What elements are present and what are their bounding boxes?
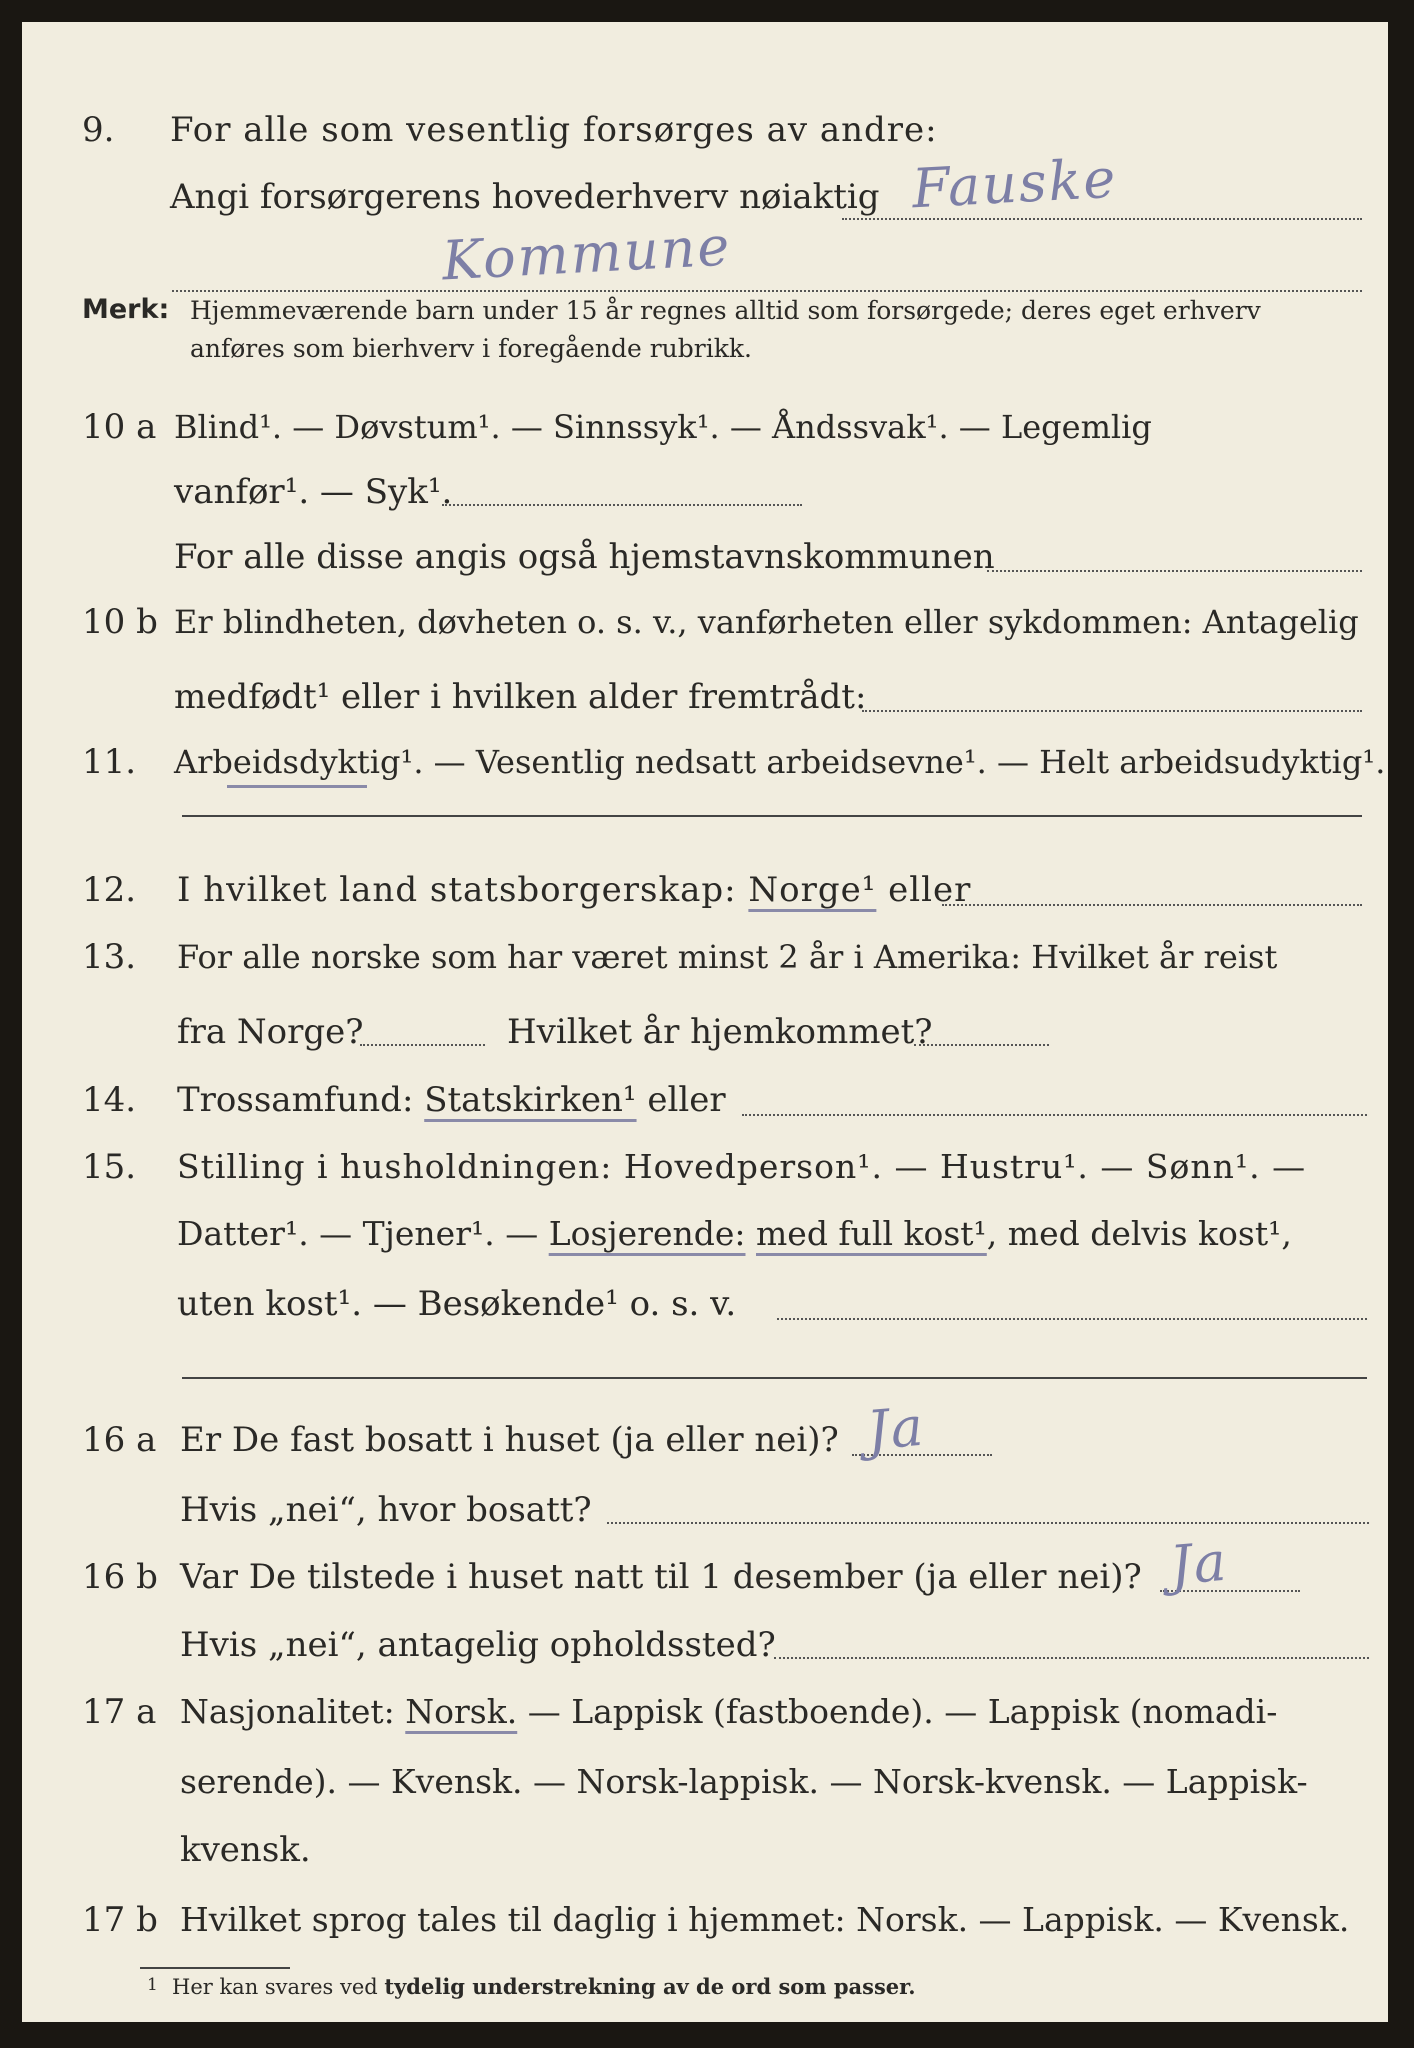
answer-line [442,504,802,506]
question-text: Stilling i husholdningen: Hovedperson¹. — Hustru¹. — Sønn¹. — [177,1147,1307,1186]
question-text: fra Norge? [177,1012,364,1052]
question-number: 10 a [82,407,157,447]
question-number: 15. [82,1147,137,1187]
question-text [180,1692,1277,1732]
question-text: For alle som vesentlig forsørges av andre: [170,110,938,150]
question-text: Er blindheten, døvheten o. s. v., vanførheten eller sykdommen: Antagelig [174,603,1359,641]
option-rest: — Vesentlig nedsatt arbeidsevne¹. — Helt arbeidsudyktig¹. [423,743,1386,781]
question-text [177,1080,726,1120]
answer-line [182,815,1362,817]
merk-text: Hjemmeværende barn under 15 år regnes alltid som forsørgede; deres eget erhverv [190,296,1261,325]
question-number: 17 b [82,1900,158,1940]
text-part: Nasjonalitet: [180,1692,406,1731]
handwritten-answer: Ja [1167,1529,1231,1598]
question-number: 13. [82,937,137,977]
question-text: Blind¹. — Døvstum¹. — Sinnssyk¹. — Åndssvak¹. — Legemlig [174,408,1152,446]
handwritten-answer: Kommune [440,214,733,293]
answer-line [777,1318,1367,1320]
question-text: Hvis „nei“, hvor bosatt? [180,1490,592,1530]
question-text: Hvilket sprog tales til daglig i hjemmet: Norsk. — Lappisk. — Kvensk. [180,1900,1350,1939]
question-text: uten kost¹. — Besøkende¹ o. s. v. [177,1284,737,1324]
handwritten-underline [227,785,367,788]
underlined-answer: Losjerende: [548,1214,746,1253]
answer-line [742,1114,1367,1116]
underlined-answer: Statskirken¹ [424,1080,637,1120]
question-text [177,870,971,910]
footnote-text: Her kan svares ved [172,1975,385,1999]
answer-line [942,904,1362,906]
text-part: I hvilket land statsborgerskap: [177,870,749,910]
question-number: 16 a [82,1420,157,1460]
question-number: 17 a [82,1692,157,1732]
question-text: For alle norske som har været minst 2 år i Amerika: Hvilket år reist [177,938,1278,976]
question-number: 9. [82,110,115,150]
question-text: Er De fast bosatt i huset (ja eller nei)? [180,1420,839,1460]
footnote-rule [140,1967,290,1969]
answer-line [987,570,1362,572]
question-text: kvensk. [180,1830,311,1870]
question-text: Angi forsørgerens hovederhverv nøiaktig [170,177,880,217]
underlined-answer: med full kost¹ [756,1214,987,1253]
question-number: 12. [82,870,137,910]
question-text [177,1214,1292,1254]
handwritten-answer: Ja [864,1394,928,1463]
question-text: serende). — Kvensk. — Norsk-lappisk. — Norsk-kvensk. — Lappisk- [180,1762,1308,1801]
answer-line [182,1377,1367,1379]
text-part: , med delvis kost¹, [986,1214,1292,1253]
question-text: Hvilket år hjemkommet? [507,1012,933,1052]
footnote-number: 1 [147,1975,158,1995]
merk-label: Merk: [82,294,170,325]
question-text: vanfør¹. — Syk¹. [174,472,453,512]
question-number: 14. [82,1080,137,1120]
option-arbeidsdyktig: Arbeidsdyktig¹. [174,743,424,781]
answer-line [360,1044,485,1046]
handwritten-answer: Fauske [910,146,1119,221]
text-part: Datter¹. — Tjener¹. — [177,1214,549,1253]
answer-line [862,710,1362,712]
text-part: eller [876,870,972,910]
answer-line [607,1522,1369,1524]
underlined-answer: Norge¹ [748,870,877,910]
question-text: Var De tilstede i huset natt til 1 desember (ja eller nei)? [180,1557,1142,1597]
footnote [172,1974,916,1999]
question-number: 16 b [82,1557,158,1597]
text-part: eller [636,1080,726,1120]
question-text: For alle disse angis også hjemstavnskommunen [174,537,995,577]
question-text [174,742,1385,782]
question-number: 10 b [82,602,158,642]
question-text: medfødt¹ eller i hvilken alder fremtrådt: [174,677,867,717]
question-number: 11. [82,742,137,782]
text-part [746,1214,757,1253]
census-form-page [22,22,1388,2022]
answer-line [172,290,1362,292]
question-text: Hvis „nei“, antagelig opholdssted? [180,1625,776,1665]
text-part: — Lappisk (fastboende). — Lappisk (nomadi- [517,1692,1278,1731]
footnote-bold-text: tydelig understrekning av de ord som passer. [384,1974,916,1999]
merk-text: anføres som bierhverv i foregående rubrikk. [190,334,752,363]
underlined-answer: Norsk. [405,1692,518,1731]
answer-line [774,1657,1369,1659]
text-part: Trossamfund: [177,1080,425,1120]
answer-line [914,1044,1049,1046]
